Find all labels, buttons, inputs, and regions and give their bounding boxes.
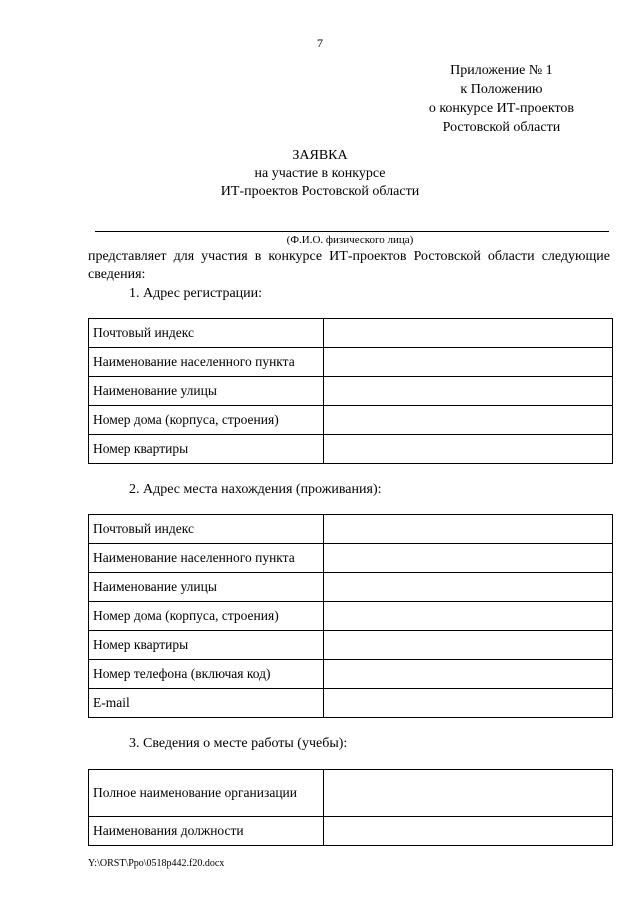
value-cell[interactable] — [324, 817, 613, 846]
value-cell[interactable] — [324, 689, 613, 718]
appendix-line: Ростовской области — [442, 120, 561, 135]
row-label: Почтовый индекс — [89, 319, 324, 348]
row-label: Наименование населенного пункта — [89, 544, 324, 573]
row-label: Номер телефона (включая код) — [89, 660, 324, 689]
table-row — [89, 377, 613, 406]
row-label: Номер дома (корпуса, строения) — [89, 406, 324, 435]
table-row — [89, 573, 613, 602]
row-label: Наименование улицы — [89, 377, 324, 406]
appendix-line: к Положению — [460, 82, 543, 97]
table-row — [89, 770, 613, 817]
table-row — [89, 817, 613, 846]
appendix-line: о конкурсе ИТ-проектов — [428, 101, 574, 116]
table-row — [89, 515, 613, 544]
workplace-table — [88, 769, 613, 846]
name-fill-line[interactable] — [95, 231, 609, 232]
row-label: Номер квартиры — [89, 631, 324, 660]
table-row — [89, 631, 613, 660]
intro-text: представляет для участия в конкурсе ИТ-проектов Ростовской области следующие сведения: — [88, 249, 610, 282]
section-heading-workplace: 3. Сведения о месте работы (учебы): — [129, 736, 348, 751]
row-label: E-mail — [89, 689, 324, 718]
value-cell[interactable] — [324, 348, 613, 377]
page-number: 7 — [317, 36, 323, 50]
value-cell[interactable] — [324, 435, 613, 464]
value-cell[interactable] — [324, 377, 613, 406]
registration-address-table — [88, 318, 613, 464]
title-line: на участие в конкурсе — [254, 166, 386, 181]
value-cell[interactable] — [324, 544, 613, 573]
row-label: Полное наименование организации — [89, 770, 324, 817]
value-cell[interactable] — [324, 770, 613, 817]
row-label: Наименование населенного пункта — [89, 348, 324, 377]
row-label: Номер дома (корпуса, строения) — [89, 602, 324, 631]
value-cell[interactable] — [324, 515, 613, 544]
residence-address-table — [88, 514, 613, 718]
table-row — [89, 319, 613, 348]
value-cell[interactable] — [324, 602, 613, 631]
value-cell[interactable] — [324, 573, 613, 602]
table-row — [89, 348, 613, 377]
title-line: ИТ-проектов Ростовской области — [220, 184, 420, 199]
section-heading-residence: 2. Адрес места нахождения (проживания): — [129, 482, 382, 497]
table-row — [89, 406, 613, 435]
table-row — [89, 544, 613, 573]
document-title — [0, 147, 640, 201]
table-row — [89, 689, 613, 718]
row-label: Наименование улицы — [89, 573, 324, 602]
row-label: Номер квартиры — [89, 435, 324, 464]
value-cell[interactable] — [324, 319, 613, 348]
section-heading-registration: 1. Адрес регистрации: — [129, 286, 263, 301]
appendix-block — [429, 61, 574, 137]
value-cell[interactable] — [324, 660, 613, 689]
table-row — [89, 435, 613, 464]
table-row — [89, 602, 613, 631]
value-cell[interactable] — [324, 631, 613, 660]
table-row — [89, 660, 613, 689]
row-label: Наименования должности — [89, 817, 324, 846]
title-main: ЗАЯВКА — [292, 148, 348, 163]
row-label: Почтовый индекс — [89, 515, 324, 544]
name-caption: (Ф.И.О. физического лица) — [286, 234, 414, 246]
value-cell[interactable] — [324, 406, 613, 435]
file-path-footer: Y:\ORST\Ppo\0518p442.f20.docx — [88, 858, 225, 869]
appendix-line: Приложение № 1 — [450, 63, 553, 78]
